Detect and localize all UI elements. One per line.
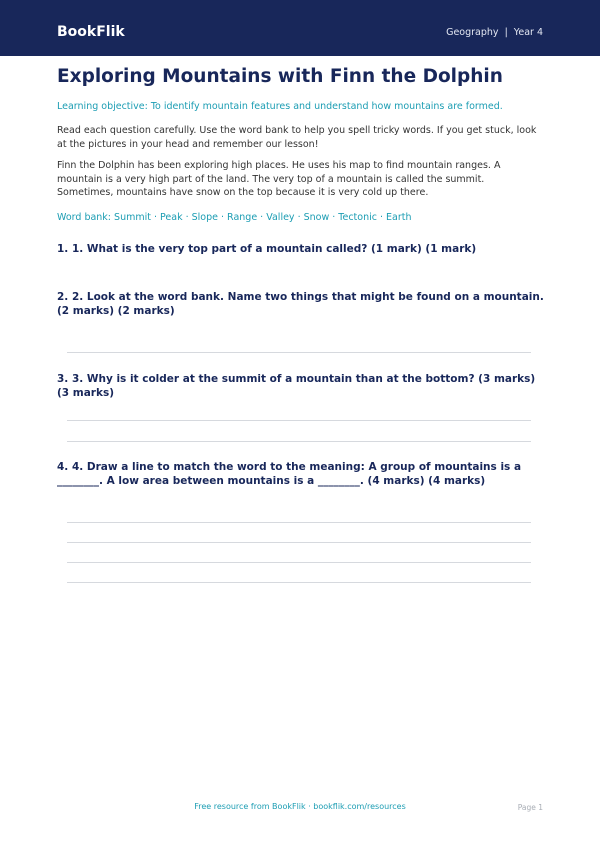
instructions-text: Read each question carefully. Use the word bank to help you spell tricky words. If you get stuck, look at the pictures in your head and remember our lesson! <box>57 125 537 150</box>
question-4: 4. 4. Draw a line to match the word to the meaning: A group of mountains is a ________. A low area between mountains is a ________. (4 marks) (4 marks) <box>57 461 522 487</box>
answer-line[interactable] <box>67 562 531 563</box>
header-bar <box>0 0 600 56</box>
subject-year-label: Geography | Year 4 <box>446 27 543 38</box>
footer-link[interactable]: Free resource from BookFlik · bookflik.com/resources <box>194 802 406 811</box>
answer-line[interactable] <box>67 582 531 583</box>
story-text: Finn the Dolphin has been exploring high places. He uses his map to find mountain ranges. A mountain is a very high part of the land. The very top of a mountain is called the summit. Sometimes, mountains have snow on the top because it is very cold up there. <box>57 160 501 198</box>
page-number: Page 1 <box>517 803 543 812</box>
answer-line[interactable] <box>67 542 531 543</box>
answer-line[interactable] <box>67 522 531 523</box>
answer-line[interactable] <box>67 352 531 353</box>
question-1: 1. 1. What is the very top part of a mountain called? (1 mark) (1 mark) <box>57 243 477 255</box>
learning-objective: Learning objective: To identify mountain features and understand how mountains are formed. <box>57 101 503 112</box>
answer-line[interactable] <box>67 441 531 442</box>
brand-logo: BookFlik <box>57 24 125 40</box>
answer-line[interactable] <box>67 420 531 421</box>
page-title: Exploring Mountains with Finn the Dolphin <box>57 66 503 87</box>
question-3: 3. 3. Why is it colder at the summit of a mountain than at the bottom? (3 marks) (3 marks) <box>57 373 536 399</box>
word-bank: Word bank: Summit · Peak · Slope · Range · Valley · Snow · Tectonic · Earth <box>57 212 412 223</box>
question-2: 2. 2. Look at the word bank. Name two things that might be found on a mountain. (2 marks) (2 marks) <box>57 291 544 317</box>
